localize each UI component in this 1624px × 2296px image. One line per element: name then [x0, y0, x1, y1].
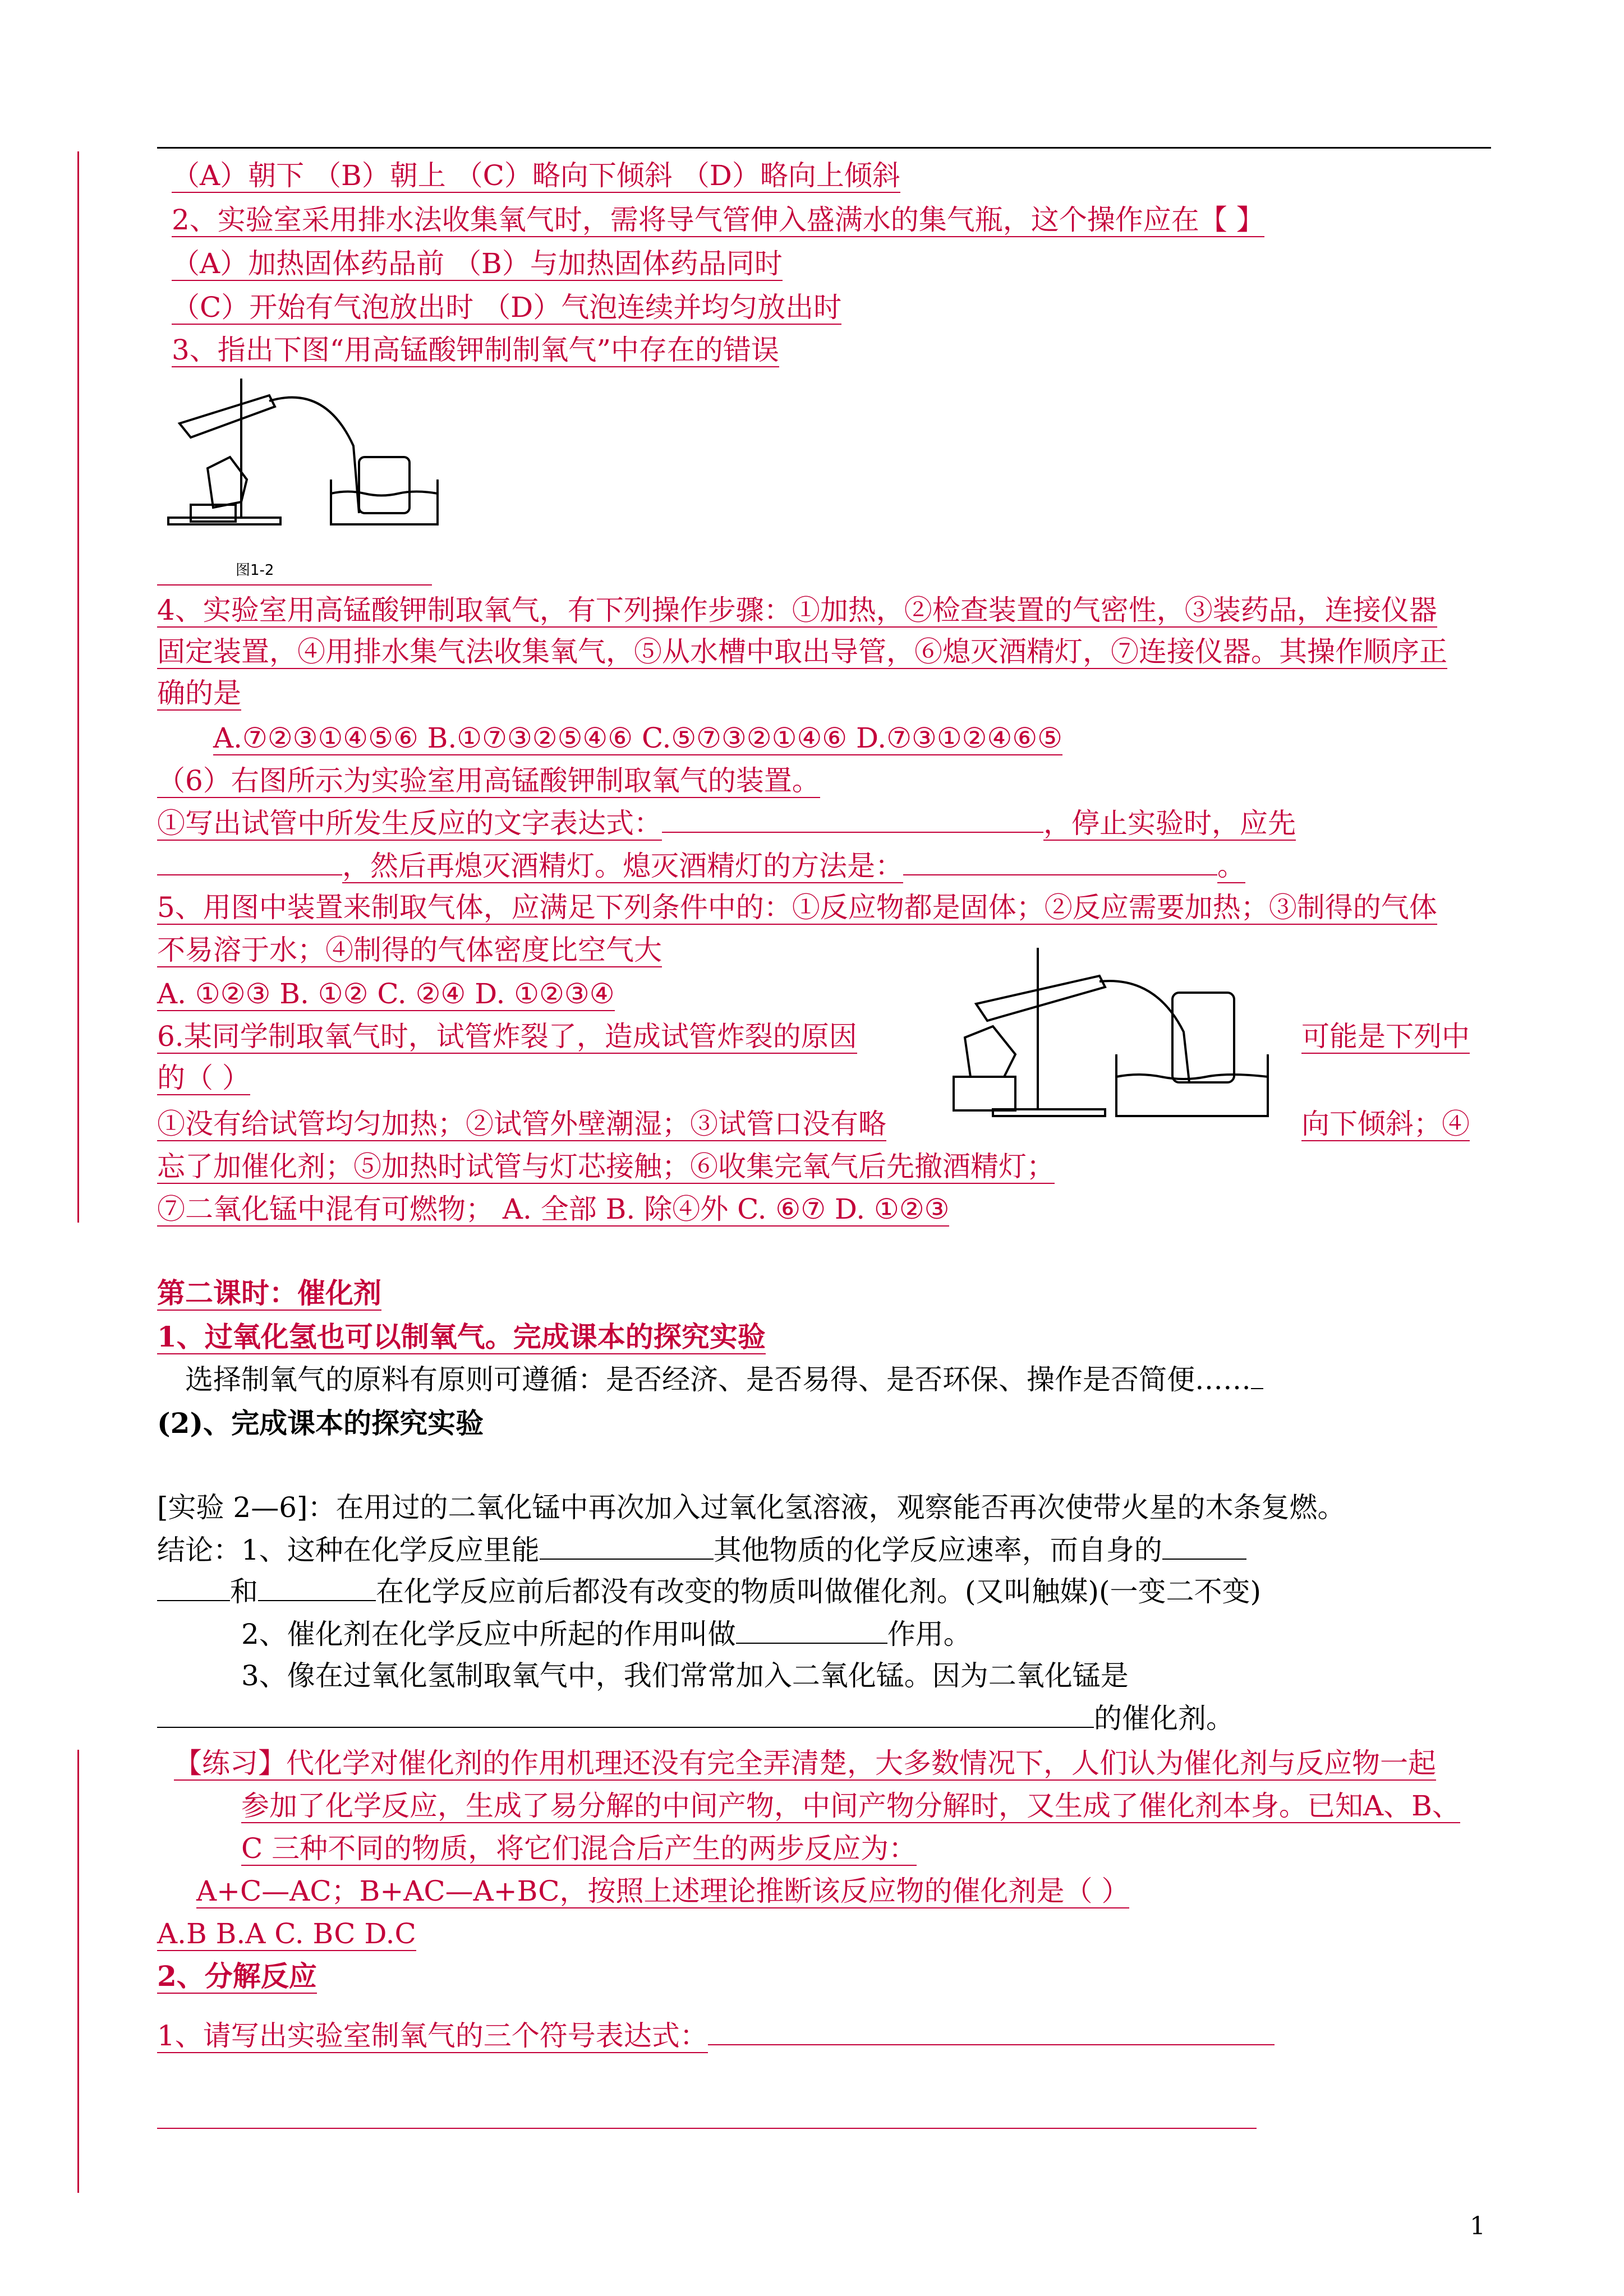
q6-line-2: 的（ ） [157, 1062, 250, 1094]
lesson2-intro: 选择制氧气的原料有原则可遵循：是否经济、是否易得、是否环保、操作是否简便…… [185, 1363, 1263, 1396]
decomp-title: 2、分解反应 [157, 1960, 317, 1993]
q5-line-2: 不易溶于水；④制得的气体密度比空气大 [157, 934, 662, 966]
conclusion-1-line-2: 和 在化学反应前后都没有改变的物质叫做催化剂。(又叫触媒)(一变二不变) [157, 1575, 1261, 1608]
q6-line-3-right: 向下倾斜；④ [1301, 1108, 1470, 1140]
practice-options: A.B B.A C. BC D.C [157, 1917, 416, 1950]
q5-line-1: 5、用图中装置来制取气体，应满足下列条件中的：①反应物都是固体；②反应需要加热；③制得的气体 [157, 891, 1437, 924]
conclusion-3-end: 的催化剂。 [157, 1702, 1234, 1735]
lesson2-heading-1: 1、过氧化氢也可以制氧气。完成课本的探究实验 [157, 1320, 766, 1353]
decomp-question: 1、请写出实验室制氧气的三个符号表达式： [157, 2019, 1275, 2053]
q6-line-1-right: 可能是下列中 [1301, 1020, 1470, 1053]
q1-options: （A）朝下 （B）朝上 （C）略向下倾斜 （D）略向上倾斜 [172, 159, 900, 192]
figure-apparatus-1 [157, 373, 449, 586]
q2-options-2: （C）开始有气泡放出时 （D）气泡连续并均匀放出时 [172, 291, 842, 324]
figure-apparatus-2 [931, 942, 1279, 1133]
oxygen-collection-illustration [931, 942, 1279, 1133]
q4-line-3: 确的是 [157, 677, 241, 709]
q6-line-5: ⑦二氧化锰中混有可燃物； A. 全部 B. 除④外 C. ⑥⑦ D. ①②③ [157, 1193, 950, 1225]
conclusion-1-line-1: 结论：1、这种在化学反应里能 其他物质的化学反应速率，而自身的 [157, 1533, 1246, 1567]
header-rule [157, 147, 1491, 149]
q4b-line-2: ，然后再熄灭酒精灯。熄灭酒精灯的方法是： 。 [157, 849, 1245, 883]
q4-line-1: 4、实验室用高锰酸钾制取氧气，有下列操作步骤：①加热，②检查装置的气密性，③装药品，连接仪器 [157, 594, 1437, 626]
q4-line-2: 固定装置，④用排水集气法收集氧气，⑤从水槽中取出导管，⑥熄灭酒精灯，⑦连接仪器。其操作顺序正 [157, 635, 1447, 668]
page-number: 1 [1470, 2212, 1485, 2240]
q5-options: A. ①②③ B. ①② C. ②④ D. ①②③④ [157, 978, 615, 1010]
decomp-answer-line [157, 2128, 1257, 2129]
conclusion-2: 2、催化剂在化学反应中所起的作用叫做 作用。 [241, 1618, 972, 1650]
q6-line-1-left: 6.某同学制取氧气时，试管炸裂了，造成试管炸裂的原因 [157, 1020, 857, 1053]
practice-line-1: 【练习】代化学对催化剂的作用机理还没有完全弄清楚，大多数情况下，人们认为催化剂与反应物一起 [174, 1747, 1436, 1779]
practice-line-4: A+C—AC；B+AC—A+BC，按照上述理论推断该反应物的催化剂是（ ） [196, 1875, 1130, 1907]
margin-bar-top [77, 151, 79, 1223]
q6-line-3-left: ①没有给试管均匀加热；②试管外壁潮湿；③试管口没有略 [157, 1108, 886, 1140]
experiment-2-6: [实验 2—6]：在用过的二氧化锰中再次加入过氧化氢溶液，观察能否再次使带火星的木条复燃。 [157, 1491, 1346, 1524]
practice-line-2: 参加了化学反应，生成了易分解的中间产物，中间产物分解时，又生成了催化剂本身。已知A、B、 [241, 1790, 1460, 1822]
margin-bar-bottom [77, 1750, 79, 2193]
q6-line-4: 忘了加催化剂；⑤加热时试管与灯芯接触；⑥收集完氧气后先撤酒精灯； [157, 1150, 1055, 1183]
kmno4-apparatus-illustration [157, 373, 449, 586]
lesson2-title: 第二课时：催化剂 [157, 1276, 381, 1310]
svg-text:图1-2: 图1-2 [236, 562, 274, 579]
q4b-line-1: ①写出试管中所发生反应的文字表达式： ，停止实验时，应先 [157, 807, 1296, 840]
q2-options-1: （A）加热固体药品前 （B）与加热固体药品同时 [172, 247, 783, 280]
q2-stem: 2、实验室采用排水法收集氧气时，需将导气管伸入盛满水的集气瓶，这个操作应在【 】 [172, 204, 1264, 236]
q3-stem: 3、指出下图“用高锰酸钾制制氧气”中存在的错误 [172, 334, 779, 366]
conclusion-3: 3、像在过氧化氢制取氧气中，我们常常加入二氧化锰。因为二氧化锰是 [241, 1659, 1129, 1692]
practice-line-3: C 三种不同的物质，将它们混合后产生的两步反应为： [241, 1832, 917, 1865]
q4b-stem: （6）右图所示为实验室用高锰酸钾制取氧气的装置。 [157, 764, 820, 797]
q4-options: A.⑦②③①④⑤⑥ B.①⑦③②⑤④⑥ C.⑤⑦③②①④⑥ D.⑦③①②④⑥⑤ [213, 722, 1062, 754]
q3-answer-line [157, 584, 432, 585]
lesson2-heading-2: (2)、完成课本的探究实验 [157, 1407, 484, 1440]
